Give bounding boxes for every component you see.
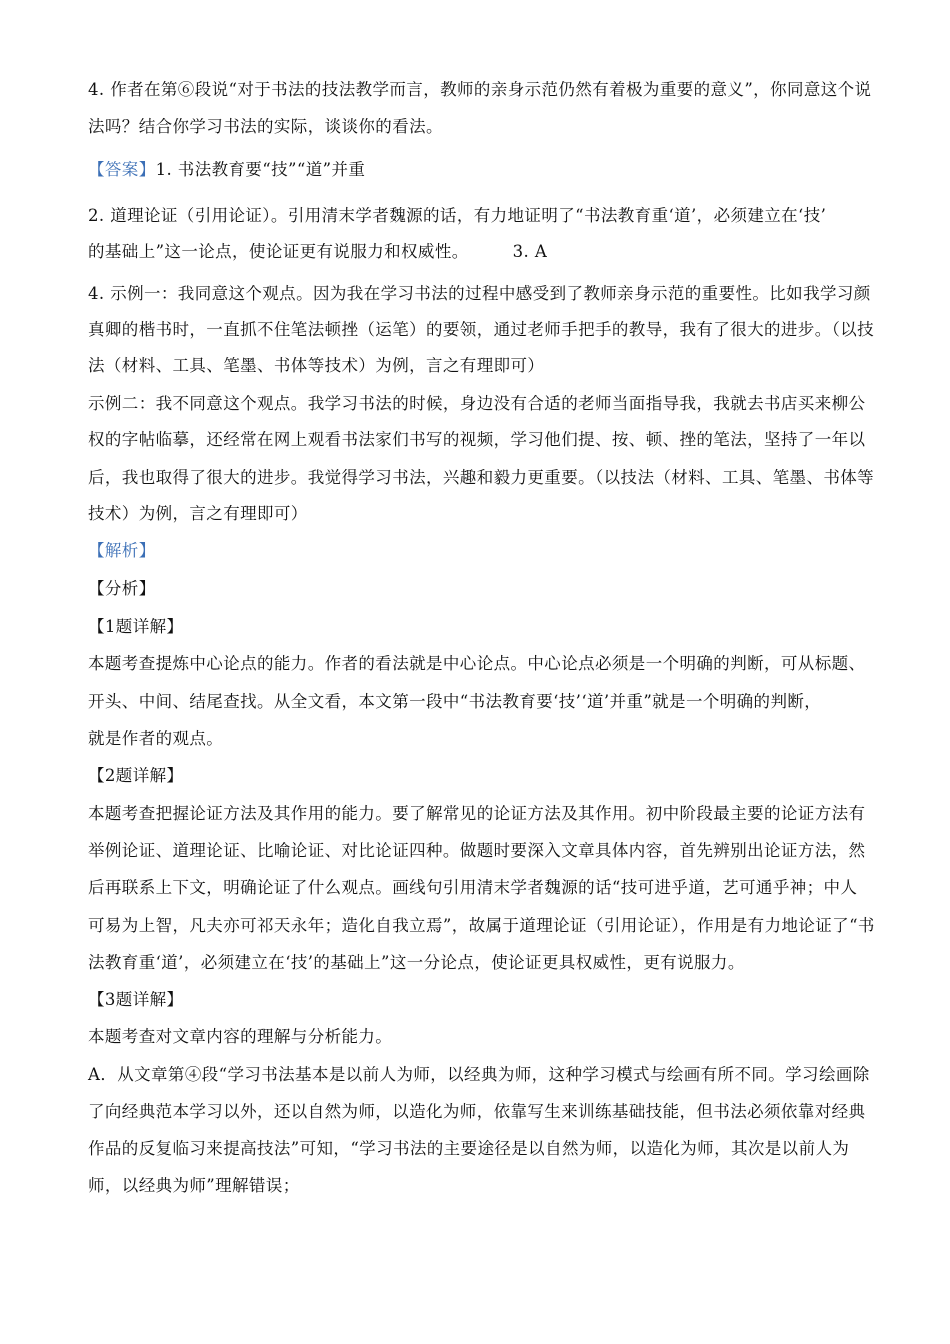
detail-3-line: 师，以经典为师”理解错误； <box>88 1176 300 1195</box>
question-4-line-1: 4. 作者在第⑥段说“对于书法的技法教学而言，教师的亲身示范仍然有着极为重要的意义”，你同意这个说 <box>88 80 872 99</box>
answer-3: 3. A <box>512 242 548 261</box>
answer-tag: 【答案】 <box>88 160 156 179</box>
answer-4-line: 示例二：我不同意这个观点。我学习书法的时候，身边没有合适的老师当面指导我，我就去书店买来柳公 <box>88 394 866 413</box>
detail-1-line: 就是作者的观点。 <box>88 729 224 748</box>
detail-3-heading: 【3题详解】 <box>88 990 184 1009</box>
detail-3-line: 本题考查对文章内容的理解与分析能力。 <box>88 1027 393 1046</box>
detail-1-line: 开头、中间、结尾查找。从全文看，本文第一段中“书法教育要‘技’‘道’并重”就是一个明确的判断， <box>88 692 822 711</box>
answer-line-1 <box>88 162 878 179</box>
answer-4-line: 权的字帖临摹，还经常在网上观看书法家们书写的视频，学习他们提、按、顿、挫的笔法，坚持了一年以 <box>88 430 866 449</box>
detail-2-line: 后再联系上下文，明确论证了什么观点。画线句引用清末学者魏源的话“技可进乎道，艺可通乎神；中人 <box>88 878 858 897</box>
answer-4-line: 法（材料、工具、笔墨、书体等技术）为例，言之有理即可） <box>88 356 545 375</box>
answer-4-line: 技术）为例，言之有理即可） <box>88 504 308 523</box>
detail-1-heading: 【1题详解】 <box>88 617 184 636</box>
fenxi-heading: 【分析】 <box>88 579 156 598</box>
answer-4-line: 4. 示例一：我同意这个观点。因为我在学习书法的过程中感受到了教师亲身示范的重要性。比如我学习颜 <box>88 284 871 303</box>
detail-1-line: 本题考查提炼中心论点的能力。作者的看法就是中心论点。中心论点必须是一个明确的判断，可从标题、 <box>88 654 866 673</box>
analysis-tag: 【解析】 <box>88 541 156 560</box>
answer-4-line: 后，我也取得了很大的进步。我觉得学习书法，兴趣和毅力更重要。（以技法（材料、工具、笔墨、书体等 <box>88 468 875 487</box>
detail-3-line: A．从文章第④段“学习书法基本是以前人为师，以经典为师，这种学习模式与绘画有所不同。学习绘画除 <box>88 1065 870 1084</box>
answer-2-line-2 <box>88 244 878 261</box>
detail-2-heading: 【2题详解】 <box>88 766 184 785</box>
question-4-line-2: 法吗？结合你学习书法的实际，谈谈你的看法。 <box>88 117 443 136</box>
detail-2-line: 举例论证、道理论证、比喻论证、对比论证四种。做题时要深入文章具体内容，首先辨别出论证方法，然 <box>88 841 866 860</box>
detail-2-line: 本题考查把握论证方法及其作用的能力。要了解常见的论证方法及其作用。初中阶段最主要的论证方法有 <box>88 804 866 823</box>
answer-4-line: 真卿的楷书时，一直抓不住笔法顿挫（运笔）的要领，通过老师手把手的教导，我有了很大的进步。（以技 <box>88 320 875 339</box>
detail-2-line: 可易为上智，凡夫亦可祁天永年；造化自我立焉”，故属于道理论证（引用论证），作用是有力地论证了“书 <box>88 916 875 935</box>
answer-2-line-1: 2. 道理论证（引用论证）。引用清末学者魏源的话，有力地证明了“书法教育重‘道’，必须建立在‘技’ <box>88 206 827 225</box>
answer-1: 1. 书法教育要“技”“道”并重 <box>155 160 366 179</box>
detail-3-line: 作品的反复临习来提高技法”可知，“学习书法的主要途径是以自然为师，以造化为师，其次是以前人为 <box>88 1139 850 1158</box>
detail-3-line: 了向经典范本学习以外，还以自然为师，以造化为师，依靠写生来训练基础技能，但书法必须依靠对经典 <box>88 1102 866 1121</box>
detail-2-line: 法教育重‘道’，必须建立在‘技’的基础上”这一分论点，使论证更具权威性，更有说服力。 <box>88 953 745 972</box>
answer-2-continuation: 的基础上”这一论点，使论证更有说服力和权威性。 <box>88 242 469 261</box>
